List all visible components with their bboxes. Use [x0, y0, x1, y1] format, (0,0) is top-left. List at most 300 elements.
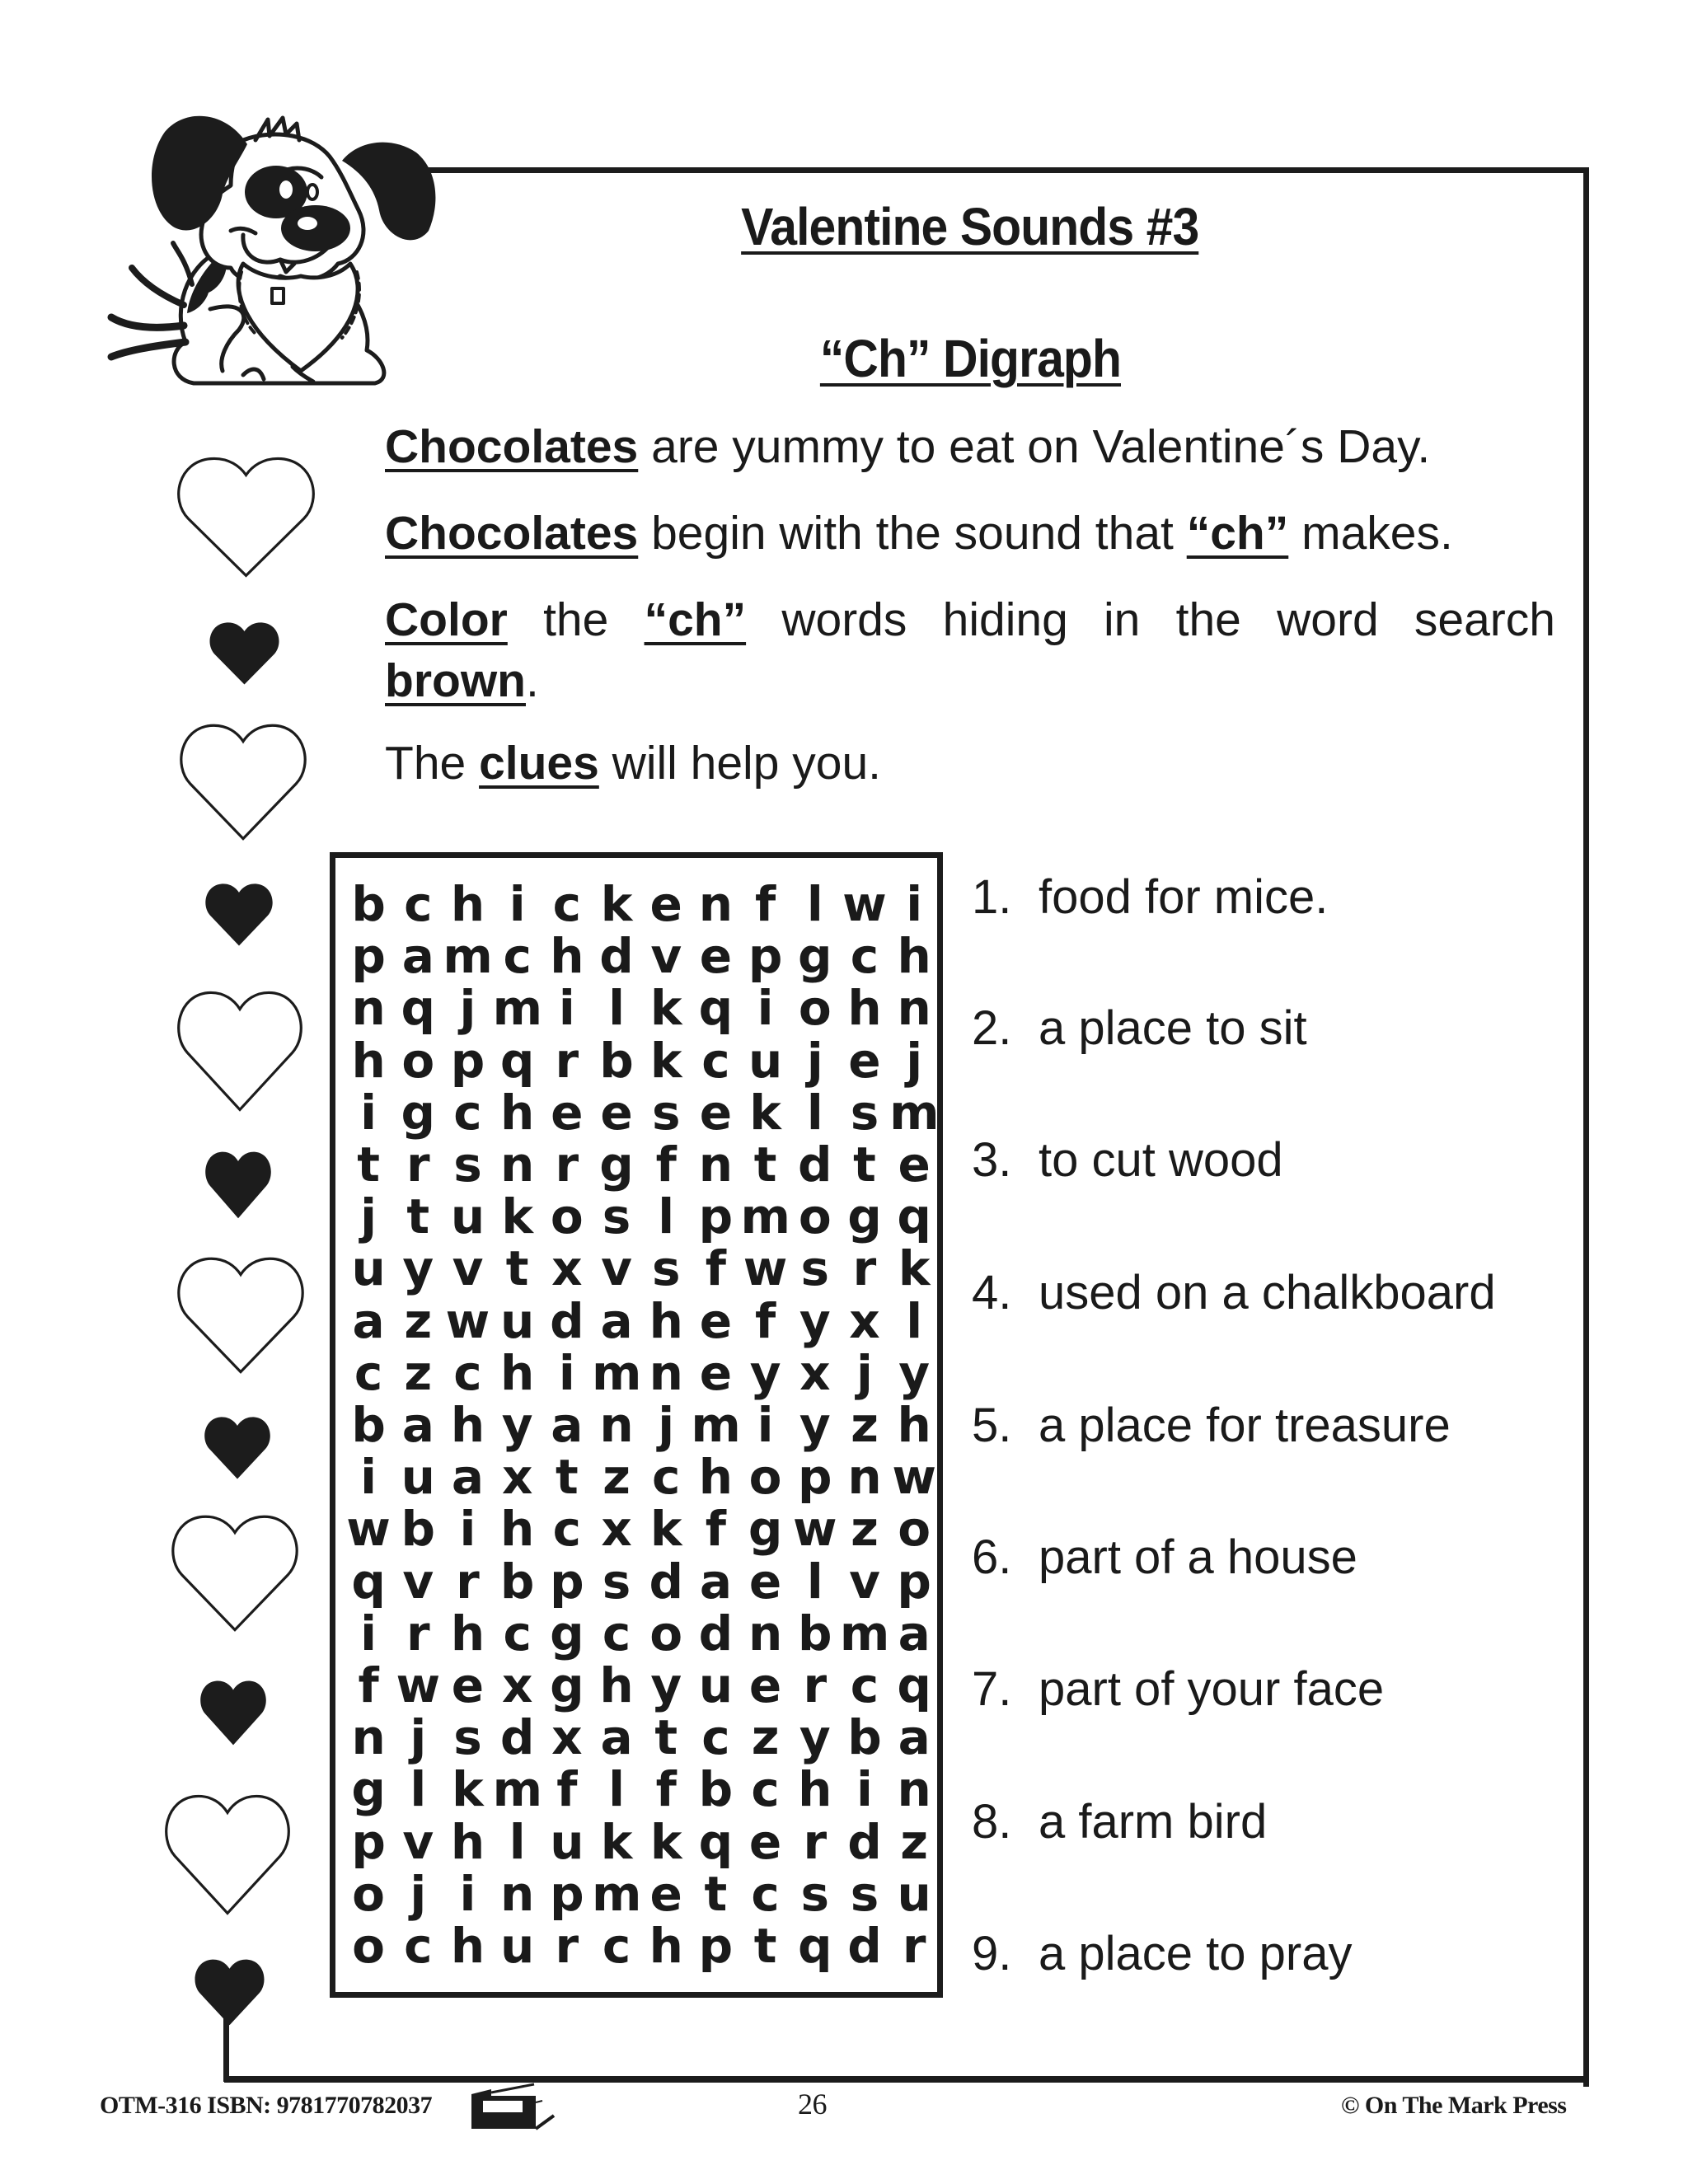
- grid-letter[interactable]: j: [806, 1032, 823, 1089]
- grid-letter[interactable]: a: [401, 1397, 434, 1453]
- grid-letter[interactable]: k: [600, 1813, 633, 1870]
- grid-letter[interactable]: n: [500, 1865, 535, 1922]
- grid-letter[interactable]: j: [658, 1397, 675, 1453]
- grid-letter[interactable]: x: [849, 1292, 880, 1349]
- grid-letter[interactable]: e: [699, 1084, 733, 1141]
- grid-letter[interactable]: s: [850, 1865, 879, 1922]
- grid-letter[interactable]: r: [406, 1605, 430, 1661]
- grid-row: [344, 1553, 939, 1610]
- grid-letter[interactable]: x: [501, 1657, 533, 1713]
- grid-letter[interactable]: d: [599, 928, 634, 985]
- grid-letter[interactable]: b: [499, 1553, 535, 1610]
- grid-letter[interactable]: y: [799, 1709, 831, 1766]
- grid-letter[interactable]: t: [753, 1137, 777, 1193]
- grid-letter[interactable]: v: [849, 1553, 880, 1610]
- grid-letter[interactable]: a: [451, 1449, 485, 1506]
- keyword-brown: brown: [385, 654, 526, 707]
- grid-letter[interactable]: h: [450, 1397, 485, 1453]
- grid-letter[interactable]: q: [499, 1032, 535, 1089]
- grid-letter[interactable]: u: [401, 1449, 435, 1506]
- footer-copyright: © On The Mark Press: [1341, 2092, 1567, 2119]
- clue-item: [972, 1530, 1357, 1584]
- clue-number: 2.: [972, 1001, 1012, 1055]
- grid-letter[interactable]: g: [351, 1761, 386, 1818]
- grid-letter[interactable]: p: [698, 1918, 734, 1974]
- grid-letter[interactable]: q: [351, 1553, 386, 1610]
- clue-item: [972, 1795, 1268, 1849]
- grid-row: [344, 1501, 939, 1558]
- grid-letter[interactable]: w: [892, 1449, 936, 1506]
- grid-letter[interactable]: q: [698, 980, 734, 1037]
- grid-letter[interactable]: r: [803, 1813, 828, 1870]
- grid-letter[interactable]: h: [500, 1501, 535, 1558]
- grid-letter[interactable]: r: [456, 1553, 480, 1610]
- grid-letter[interactable]: f: [358, 1657, 379, 1713]
- grid-letter[interactable]: n: [500, 1137, 535, 1193]
- grid-letter[interactable]: o: [898, 1501, 931, 1558]
- grid-letter[interactable]: q: [698, 1813, 734, 1870]
- grid-letter[interactable]: w: [842, 876, 887, 932]
- grid-letter[interactable]: k: [649, 980, 682, 1037]
- grid-letter[interactable]: o: [748, 1449, 782, 1506]
- grid-letter[interactable]: z: [851, 1501, 879, 1558]
- grid-letter[interactable]: n: [897, 980, 931, 1037]
- grid-letter[interactable]: d: [798, 1137, 832, 1193]
- grid-letter[interactable]: q: [897, 1657, 931, 1713]
- page-title: Valentine Sounds #3: [741, 197, 1199, 256]
- grid-letter[interactable]: r: [852, 1240, 877, 1297]
- grid-letter[interactable]: e: [748, 1553, 782, 1610]
- grid-letter[interactable]: o: [401, 1032, 435, 1089]
- grid-letter[interactable]: j: [360, 1188, 377, 1245]
- grid-letter[interactable]: e: [451, 1657, 485, 1713]
- grid-letter[interactable]: i: [459, 1501, 476, 1558]
- grid-letter[interactable]: t: [406, 1188, 430, 1245]
- grid-letter[interactable]: c: [552, 876, 582, 932]
- keyword-ch: “ch”: [644, 593, 747, 646]
- grid-letter[interactable]: d: [649, 1553, 683, 1610]
- grid-letter[interactable]: z: [603, 1449, 631, 1506]
- grid-letter[interactable]: v: [650, 928, 682, 985]
- clue-item: [972, 1266, 1496, 1319]
- grid-row: [344, 1399, 939, 1451]
- grid-letter[interactable]: h: [500, 1344, 535, 1401]
- grid-letter[interactable]: d: [550, 1292, 584, 1349]
- grid-letter[interactable]: y: [650, 1657, 682, 1713]
- grid-letter[interactable]: r: [406, 1137, 430, 1193]
- grid-letter[interactable]: i: [558, 980, 575, 1037]
- grid-letter[interactable]: m: [889, 1084, 940, 1141]
- grid-letter[interactable]: g: [599, 1137, 634, 1193]
- grid-letter[interactable]: s: [800, 1240, 830, 1297]
- grid-letter[interactable]: w: [743, 1240, 788, 1297]
- grid-letter[interactable]: s: [651, 1084, 681, 1141]
- grid-letter[interactable]: a: [898, 1605, 931, 1661]
- grid-letter[interactable]: k: [649, 1501, 682, 1558]
- grid-letter[interactable]: i: [360, 1084, 377, 1141]
- grid-letter[interactable]: c: [453, 1084, 482, 1141]
- grid-letter[interactable]: d: [499, 1709, 535, 1766]
- grid-letter[interactable]: q: [798, 1918, 832, 1974]
- page-frame-top: [433, 167, 1589, 173]
- grid-letter[interactable]: y: [799, 1397, 831, 1453]
- grid-letter[interactable]: r: [902, 1918, 926, 1974]
- grid-letter[interactable]: e: [699, 928, 733, 985]
- grid-letter[interactable]: c: [503, 928, 532, 985]
- grid-letter[interactable]: y: [501, 1397, 533, 1453]
- grid-letter[interactable]: p: [748, 928, 783, 985]
- grid-letter[interactable]: h: [649, 1918, 683, 1974]
- clue-text: a farm bird: [1039, 1795, 1268, 1849]
- grid-letter[interactable]: d: [847, 1918, 882, 1974]
- grid-letter[interactable]: m: [492, 980, 542, 1037]
- grid-letter[interactable]: b: [698, 1761, 734, 1818]
- grid-letter[interactable]: t: [654, 1709, 678, 1766]
- grid-letter[interactable]: n: [649, 1344, 683, 1401]
- grid-letter[interactable]: h: [798, 1761, 832, 1818]
- grid-letter[interactable]: h: [897, 928, 931, 985]
- grid-letter[interactable]: h: [847, 980, 882, 1037]
- grid-letter[interactable]: k: [898, 1240, 931, 1297]
- grid-letter[interactable]: z: [751, 1709, 780, 1766]
- grid-letter[interactable]: h: [351, 1032, 386, 1089]
- grid-letter[interactable]: u: [698, 1657, 734, 1713]
- grid-letter[interactable]: w: [346, 1501, 391, 1558]
- grid-letter[interactable]: c: [652, 1449, 681, 1506]
- grid-letter[interactable]: i: [757, 980, 774, 1037]
- grid-letter[interactable]: o: [352, 1918, 386, 1974]
- grid-letter[interactable]: h: [649, 1292, 683, 1349]
- grid-letter[interactable]: o: [798, 1188, 832, 1245]
- grid-letter[interactable]: f: [705, 1501, 727, 1558]
- filled-heart-icon: [200, 1414, 274, 1482]
- footer-isbn: OTM-316 ISBN: 9781770782037: [100, 2092, 433, 2119]
- grid-letter[interactable]: p: [897, 1553, 931, 1610]
- grid-letter[interactable]: e: [699, 1292, 733, 1349]
- grid-letter[interactable]: j: [410, 1865, 427, 1922]
- grid-letter[interactable]: h: [500, 1084, 535, 1141]
- grid-letter[interactable]: k: [600, 876, 633, 932]
- grid-letter[interactable]: h: [450, 1813, 485, 1870]
- grid-letter[interactable]: m: [591, 1865, 642, 1922]
- grid-letter[interactable]: p: [798, 1449, 832, 1506]
- grid-letter[interactable]: b: [351, 1397, 386, 1453]
- grid-letter[interactable]: t: [555, 1449, 579, 1506]
- grid-letter[interactable]: n: [351, 980, 386, 1037]
- grid-letter[interactable]: b: [798, 1605, 832, 1661]
- grid-letter[interactable]: k: [501, 1188, 533, 1245]
- grid-letter[interactable]: w: [792, 1501, 837, 1558]
- grid-letter[interactable]: l: [906, 1292, 923, 1349]
- grid-letter[interactable]: i: [757, 1397, 774, 1453]
- instruction-text: will help you.: [598, 737, 881, 790]
- grid-letter[interactable]: z: [851, 1397, 879, 1453]
- grid-row: [344, 1084, 940, 1141]
- grid-letter[interactable]: n: [599, 1397, 634, 1453]
- grid-letter[interactable]: l: [608, 980, 625, 1037]
- clue-item: [972, 1001, 1307, 1055]
- grid-letter[interactable]: u: [748, 1032, 783, 1089]
- instruction-text: are yummy to eat on Valentine´s Day.: [638, 420, 1431, 473]
- grid-letter[interactable]: r: [803, 1657, 828, 1713]
- grid-letter[interactable]: a: [600, 1292, 633, 1349]
- grid-letter[interactable]: x: [501, 1449, 533, 1506]
- grid-letter[interactable]: e: [649, 1865, 682, 1922]
- grid-letter[interactable]: u: [450, 1188, 485, 1245]
- grid-letter[interactable]: c: [602, 1918, 631, 1974]
- page-subtitle: “Ch” Digraph: [819, 329, 1121, 388]
- outline-heart-icon: [170, 453, 322, 581]
- clue-item: [972, 1662, 1385, 1716]
- grid-letter[interactable]: h: [698, 1449, 734, 1506]
- grid-letter[interactable]: i: [906, 876, 923, 932]
- grid-letter[interactable]: t: [704, 1865, 728, 1922]
- grid-letter[interactable]: l: [806, 1084, 823, 1141]
- grid-letter[interactable]: u: [897, 1865, 931, 1922]
- grid-letter[interactable]: c: [602, 1605, 631, 1661]
- grid-row: [344, 1657, 939, 1713]
- grid-row: [344, 1920, 939, 1972]
- clue-text: a place to sit: [1039, 1001, 1307, 1055]
- grid-letter[interactable]: m: [839, 1605, 890, 1661]
- grid-letter[interactable]: h: [450, 1605, 485, 1661]
- grid-letter[interactable]: r: [555, 1918, 579, 1974]
- grid-letter[interactable]: g: [401, 1084, 436, 1141]
- grid-letter[interactable]: g: [847, 1188, 882, 1245]
- grid-letter[interactable]: v: [452, 1240, 484, 1297]
- grid-row: [344, 1813, 939, 1870]
- grid-letter[interactable]: w: [396, 1657, 441, 1713]
- grid-letter[interactable]: p: [351, 1813, 386, 1870]
- page-number: 26: [798, 2088, 827, 2121]
- grid-letter[interactable]: p: [450, 1032, 485, 1089]
- grid-letter[interactable]: y: [749, 1344, 781, 1401]
- grid-letter[interactable]: s: [453, 1709, 482, 1766]
- grid-letter[interactable]: p: [550, 1865, 584, 1922]
- grid-letter[interactable]: h: [450, 1918, 485, 1974]
- grid-letter[interactable]: z: [900, 1813, 929, 1870]
- grid-letter[interactable]: d: [698, 1605, 734, 1661]
- grid-letter[interactable]: x: [799, 1344, 831, 1401]
- grid-letter[interactable]: c: [850, 928, 879, 985]
- grid-letter[interactable]: p: [550, 1553, 584, 1610]
- clue-text: to cut wood: [1039, 1133, 1283, 1187]
- grid-letter[interactable]: l: [509, 1813, 526, 1870]
- grid-letter[interactable]: c: [552, 1501, 582, 1558]
- grid-letter[interactable]: a: [352, 1292, 385, 1349]
- grid-letter[interactable]: m: [740, 1188, 790, 1245]
- grid-letter[interactable]: c: [751, 1761, 780, 1818]
- grid-letter[interactable]: e: [551, 1084, 584, 1141]
- grid-letter[interactable]: k: [452, 1761, 484, 1818]
- grid-row: [344, 1865, 939, 1922]
- grid-letter[interactable]: l: [806, 1553, 823, 1610]
- grid-letter[interactable]: b: [599, 1032, 634, 1089]
- grid-letter[interactable]: f: [754, 1292, 776, 1349]
- grid-letter[interactable]: l: [806, 876, 823, 932]
- grid-letter[interactable]: a: [600, 1709, 633, 1766]
- grid-letter[interactable]: c: [354, 1344, 383, 1401]
- clue-number: 7.: [972, 1662, 1012, 1716]
- grid-letter[interactable]: m: [492, 1761, 542, 1818]
- grid-letter[interactable]: q: [897, 1188, 931, 1245]
- grid-letter[interactable]: b: [847, 1709, 882, 1766]
- grid-letter[interactable]: b: [351, 876, 386, 932]
- grid-letter[interactable]: e: [748, 1813, 782, 1870]
- grid-letter[interactable]: e: [748, 1657, 782, 1713]
- grid-letter[interactable]: m: [443, 928, 493, 985]
- grid-letter[interactable]: i: [509, 876, 526, 932]
- grid-letter[interactable]: m: [591, 1344, 642, 1401]
- grid-letter[interactable]: u: [500, 1292, 535, 1349]
- grid-letter[interactable]: y: [799, 1292, 831, 1349]
- grid-letter[interactable]: k: [749, 1084, 781, 1141]
- grid-letter[interactable]: n: [897, 1761, 931, 1818]
- grid-letter[interactable]: x: [601, 1501, 632, 1558]
- clue-item: [972, 1399, 1451, 1452]
- grid-letter[interactable]: c: [503, 1605, 532, 1661]
- grid-letter[interactable]: t: [505, 1240, 529, 1297]
- grid-letter[interactable]: c: [404, 876, 433, 932]
- page-frame-right: [1583, 167, 1589, 2087]
- grid-letter[interactable]: g: [798, 928, 832, 985]
- grid-letter[interactable]: u: [500, 1918, 535, 1974]
- grid-letter[interactable]: x: [551, 1709, 583, 1766]
- instruction-text: the: [507, 593, 645, 646]
- clue-number: 6.: [972, 1530, 1012, 1584]
- grid-letter[interactable]: n: [698, 876, 734, 932]
- grid-letter[interactable]: c: [751, 1865, 780, 1922]
- grid-letter[interactable]: e: [898, 1137, 931, 1193]
- grid-row: [344, 1139, 939, 1191]
- grid-letter[interactable]: u: [351, 1240, 386, 1297]
- clue-number: 1.: [972, 870, 1012, 924]
- grid-letter[interactable]: k: [649, 1032, 682, 1089]
- grid-letter[interactable]: i: [360, 1605, 377, 1661]
- grid-letter[interactable]: v: [402, 1553, 434, 1610]
- grid-letter[interactable]: j: [410, 1709, 427, 1766]
- grid-letter[interactable]: b: [401, 1501, 436, 1558]
- clue-number: 4.: [972, 1266, 1012, 1319]
- grid-letter[interactable]: g: [550, 1657, 584, 1713]
- grid-letter[interactable]: f: [655, 1137, 677, 1193]
- grid-letter[interactable]: t: [853, 1137, 876, 1193]
- grid-letter[interactable]: v: [601, 1240, 632, 1297]
- grid-letter[interactable]: t: [753, 1918, 777, 1974]
- grid-letter[interactable]: n: [847, 1449, 882, 1506]
- grid-letter[interactable]: c: [453, 1344, 482, 1401]
- grid-letter[interactable]: n: [351, 1709, 386, 1766]
- clue-text: used on a chalkboard: [1039, 1266, 1496, 1319]
- grid-letter[interactable]: o: [798, 980, 832, 1037]
- grid-letter[interactable]: e: [848, 1032, 881, 1089]
- grid-letter[interactable]: f: [705, 1240, 727, 1297]
- grid-letter[interactable]: q: [401, 980, 436, 1037]
- grid-letter[interactable]: y: [898, 1344, 931, 1401]
- instruction-line-3: [385, 593, 1555, 646]
- grid-letter[interactable]: f: [655, 1761, 677, 1818]
- grid-letter[interactable]: a: [551, 1397, 584, 1453]
- grid-letter[interactable]: e: [600, 1084, 633, 1141]
- grid-letter[interactable]: c: [850, 1657, 879, 1713]
- grid-letter[interactable]: g: [550, 1605, 584, 1661]
- grid-letter[interactable]: t: [357, 1137, 380, 1193]
- grid-letter[interactable]: s: [602, 1553, 631, 1610]
- grid-letter[interactable]: l: [608, 1761, 625, 1818]
- grid-letter[interactable]: j: [459, 980, 476, 1037]
- grid-letter[interactable]: h: [599, 1657, 634, 1713]
- grid-letter[interactable]: u: [550, 1813, 584, 1870]
- grid-letter[interactable]: l: [410, 1761, 427, 1818]
- grid-letter[interactable]: i: [360, 1449, 377, 1506]
- filled-heart-icon: [190, 1957, 269, 2028]
- outline-heart-icon: [171, 1254, 311, 1377]
- grid-letter[interactable]: k: [649, 1813, 682, 1870]
- grid-letter[interactable]: f: [754, 876, 776, 932]
- grid-letter[interactable]: z: [404, 1344, 433, 1401]
- grid-letter[interactable]: w: [445, 1292, 490, 1349]
- grid-letter[interactable]: c: [701, 1032, 730, 1089]
- grid-letter[interactable]: d: [847, 1813, 882, 1870]
- grid-letter[interactable]: h: [897, 1397, 931, 1453]
- grid-letter[interactable]: x: [551, 1240, 583, 1297]
- grid-letter[interactable]: s: [800, 1865, 830, 1922]
- grid-letter[interactable]: g: [748, 1501, 783, 1558]
- grid-letter[interactable]: e: [649, 876, 682, 932]
- grid-letter[interactable]: p: [351, 928, 386, 985]
- clue-number: 9.: [972, 1927, 1012, 1980]
- grid-letter[interactable]: r: [555, 1137, 579, 1193]
- grid-letter[interactable]: j: [906, 1032, 923, 1089]
- grid-letter[interactable]: o: [352, 1865, 386, 1922]
- grid-letter[interactable]: f: [556, 1761, 578, 1818]
- grid-letter[interactable]: s: [850, 1084, 879, 1141]
- grid-row: [344, 1344, 939, 1401]
- grid-letter[interactable]: n: [698, 1137, 734, 1193]
- grid-letter[interactable]: c: [404, 1918, 433, 1974]
- grid-letter[interactable]: y: [402, 1240, 434, 1297]
- grid-letter[interactable]: n: [748, 1605, 783, 1661]
- grid-letter[interactable]: o: [649, 1605, 683, 1661]
- grid-letter[interactable]: i: [558, 1344, 575, 1401]
- grid-letter[interactable]: v: [402, 1813, 434, 1870]
- grid-letter[interactable]: o: [550, 1188, 584, 1245]
- grid-letter[interactable]: s: [453, 1137, 482, 1193]
- photocopier-icon: [468, 2083, 559, 2132]
- grid-letter[interactable]: i: [459, 1865, 476, 1922]
- page-frame-bottom: [224, 2076, 1589, 2083]
- grid-letter[interactable]: m: [691, 1397, 741, 1453]
- grid-letter[interactable]: s: [651, 1240, 681, 1297]
- grid-letter[interactable]: a: [699, 1553, 732, 1610]
- grid-letter[interactable]: r: [555, 1032, 579, 1089]
- grid-letter[interactable]: a: [898, 1709, 931, 1766]
- filled-heart-icon: [196, 1678, 270, 1748]
- clue-text: a place for treasure: [1039, 1399, 1451, 1452]
- grid-letter[interactable]: c: [701, 1709, 730, 1766]
- grid-letter[interactable]: h: [550, 928, 584, 985]
- grid-letter[interactable]: l: [658, 1188, 675, 1245]
- grid-letter[interactable]: e: [699, 1344, 733, 1401]
- grid-letter[interactable]: p: [698, 1188, 734, 1245]
- grid-letter[interactable]: j: [856, 1344, 873, 1401]
- grid-letter[interactable]: a: [401, 928, 434, 985]
- grid-letter[interactable]: i: [856, 1761, 873, 1818]
- grid-letter[interactable]: s: [602, 1188, 631, 1245]
- keyword-ch: “ch”: [1186, 507, 1289, 560]
- grid-letter[interactable]: h: [450, 876, 485, 932]
- grid-letter[interactable]: z: [404, 1292, 433, 1349]
